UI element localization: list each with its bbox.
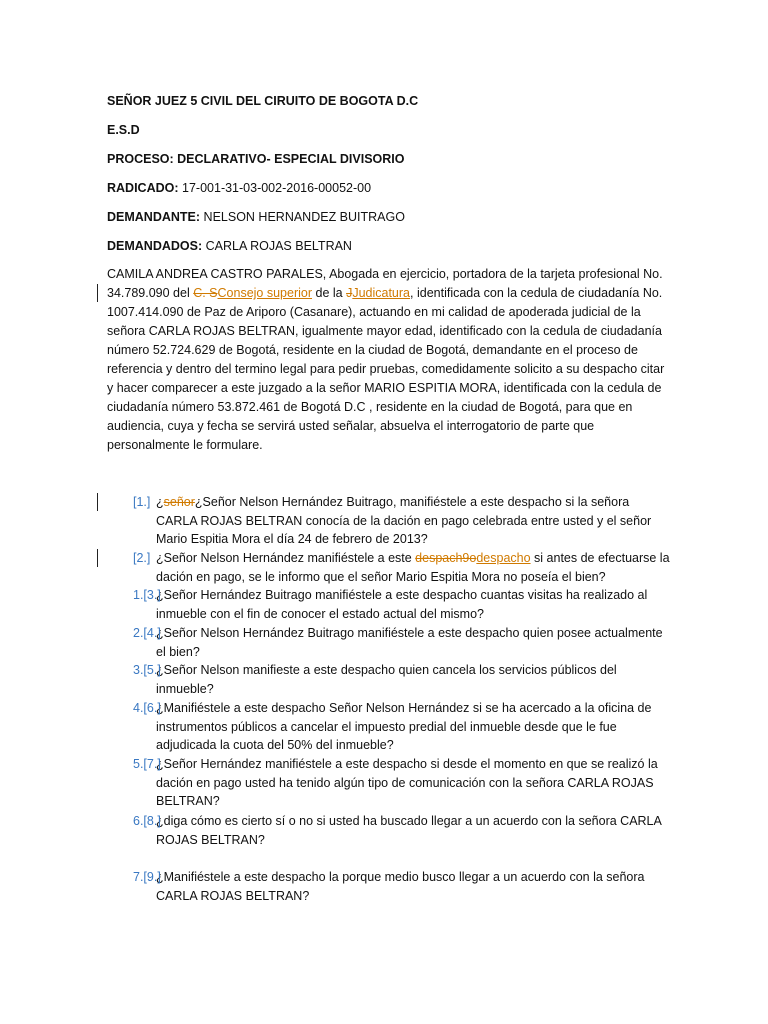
question-item: 2.[4.] ¿Señor Nelson Hernández Buitrago manifiéstele a este despacho quien posee actualmente el bien? bbox=[133, 626, 663, 659]
question-item: 3.[5.] ¿Señor Nelson manifieste a este despacho quien cancela los servicios públicos del inmueble? bbox=[133, 663, 617, 696]
demandante-value: NELSON HERNANDEZ BUITRAGO bbox=[203, 210, 405, 224]
radicado-line bbox=[107, 179, 371, 197]
demandados-value: CARLA ROJAS BELTRAN bbox=[205, 239, 352, 253]
demandante-line bbox=[107, 208, 405, 226]
esd-heading: E.S.D bbox=[107, 123, 140, 137]
question-number: 1.[3.] bbox=[133, 588, 161, 602]
change-bar bbox=[97, 493, 98, 511]
question-item: 6.[8.] ¿diga cómo es cierto sí o no si usted ha buscado llegar a un acuerdo con la señora CARLA ROJAS BELTRAN? bbox=[133, 814, 662, 847]
deleted-text: despach9o bbox=[415, 551, 477, 565]
inserted-text: Consejo superior bbox=[217, 286, 313, 300]
radicado-label: RADICADO: bbox=[107, 181, 179, 195]
court-heading: SEÑOR JUEZ 5 CIVIL DEL CIRUITO DE BOGOTA D.C bbox=[107, 94, 419, 108]
change-bar bbox=[97, 549, 98, 567]
inserted-text: Judicatura bbox=[352, 286, 411, 300]
question-number: [2.] bbox=[133, 551, 151, 565]
question-number: 2.[4.] bbox=[133, 626, 161, 640]
question-item: 4.[6.] ¿Manifiéstele a este despacho Señor Nelson Hernández si se ha acercado a la oficina de instrumentos públicos a cancelar el impuesto predial del inmueble desde que le fue adjudicada la cuota del 50% del inmueble? bbox=[133, 701, 652, 752]
question-number: 4.[6.] bbox=[133, 701, 161, 715]
deleted-text: C. S bbox=[193, 286, 218, 300]
deleted-text: señor bbox=[163, 495, 195, 509]
question-item: 5.[7.] ¿Señor Hernández manifiéstele a este despacho si desde el momento en que se realizó la dación en pago usted ha tenido algún tipo de comunicación con la señora CARLA ROJAS BELTRAN? bbox=[133, 757, 658, 808]
intro-paragraph: CAMILA ANDREA CASTRO PARALES, Abogada en ejercicio, portadora de la tarjeta profesional No. 34.789.090 del C. SConsejo superior de la JJudicatura, identificada con la cedula de ciudadanía No. 1007.414.090 de Paz de Ariporo (Casanare), actuando en mi calidad de apoderada judicial de la señora CARLA ROJAS BELTRAN, igualmente mayor edad, identificado con la cedula de ciudadanía número 52.724.629 de Bogotá, residente en la ciudad de Bogotá, demandante en el proceso de referencia y dentro del termino legal para pedir pruebas, comedidamente solicito a su despacho citar y hacer comparecer a este juzgado a la señor MARIO ESPITIA MORA, identificada con la cedula de ciudadanía número 53.872.461 de Bogotá D.C , residente en la ciudad de Bogotá, para que en audiencia, cuya y fecha se servirá usted señalar, absuelva el interrogatorio de parte que personalmente le formulare. bbox=[107, 267, 665, 452]
demandante-label: DEMANDANTE: bbox=[107, 210, 201, 224]
demandados-line bbox=[107, 237, 352, 255]
question-item: 7.[9.] ¿Manifiéstele a este despacho la porque medio busco llegar a un acuerdo con la señora CARLA ROJAS BELTRAN? bbox=[133, 870, 645, 903]
question-item: 1.[3.] ¿Señor Hernández Buitrago manifiéstele a este despacho cuantas visitas ha realizado al inmueble con el fin de conocer el estado actual del mismo? bbox=[133, 588, 648, 621]
question-number: 6.[8.] bbox=[133, 814, 161, 828]
question-number: 5.[7.] bbox=[133, 757, 161, 771]
question-number: 7.[9.] bbox=[133, 870, 161, 884]
demandados-label: DEMANDADOS: bbox=[107, 239, 203, 253]
change-bar bbox=[97, 284, 98, 302]
question-number: 3.[5.] bbox=[133, 663, 161, 677]
deleted-text: J bbox=[346, 286, 353, 300]
question-number: [1.] bbox=[133, 495, 151, 509]
question-item: [1.] ¿señor¿Señor Nelson Hernández Buitrago, manifiéstele a este despacho si la señora CARLA ROJAS BELTRAN conocía de la dación en pago celebrada entre usted y el señor Mario Espitia Mora el día 24 de febrero de 2013? bbox=[133, 495, 652, 546]
question-item: [2.] ¿Señor Nelson Hernández manifiéstele a este despach9odespacho si antes de efectuarse la dación en pago, se le informo que el señor Mario Espitia Mora no poseía el bien? bbox=[133, 551, 670, 584]
inserted-text: despacho bbox=[476, 551, 531, 565]
proceso-heading: PROCESO: DECLARATIVO- ESPECIAL DIVISORIO bbox=[107, 152, 405, 166]
radicado-value: 17-001-31-03-002-2016-00052-00 bbox=[182, 181, 372, 195]
